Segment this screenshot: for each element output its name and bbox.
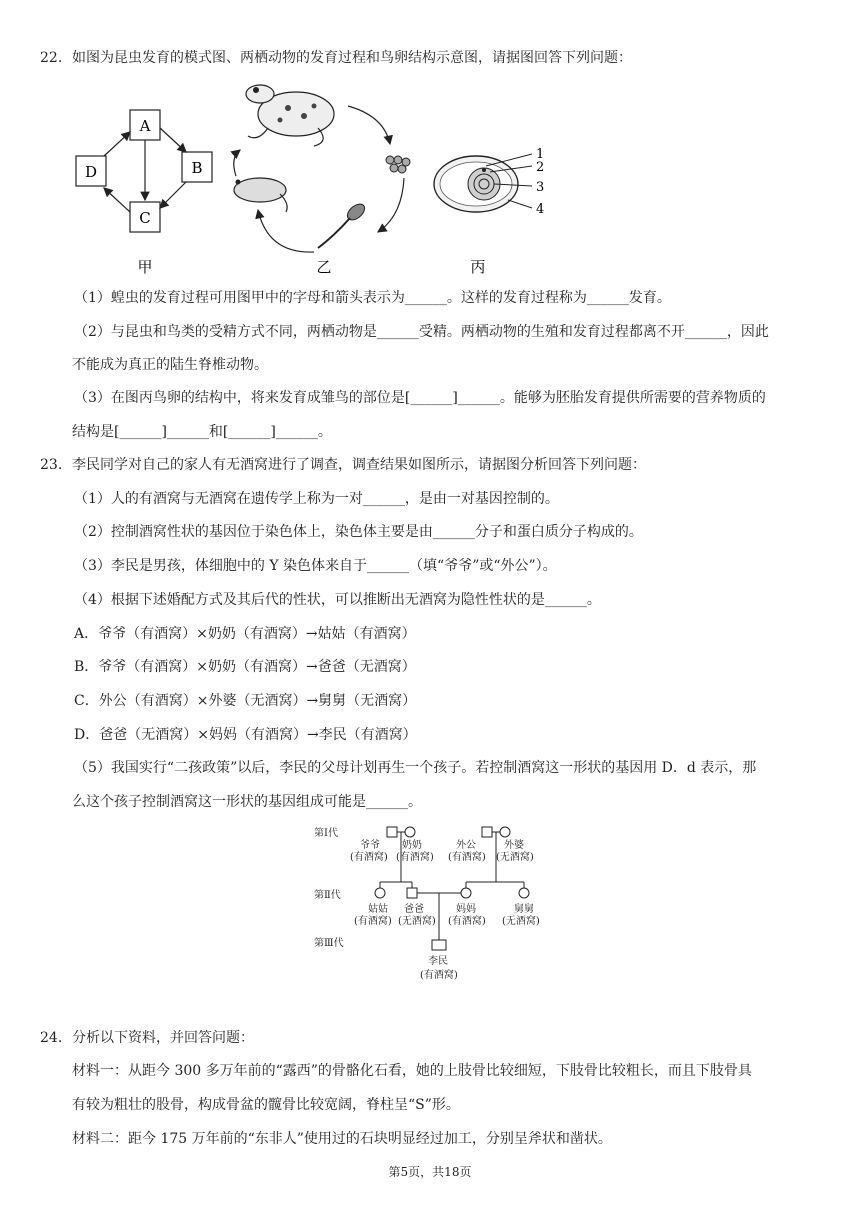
q23-stem	[40, 455, 646, 475]
q23-sub2: （2）控制酒窝性状的基因位于染色体上，染色体主要是由______分子和蛋白质分子构成的。	[74, 524, 643, 540]
jiujiu-name: 舅舅	[514, 904, 534, 915]
arrow-b-c	[160, 182, 186, 208]
gen1-label: 第Ⅰ代	[314, 828, 338, 839]
q23-stem-text: 李民同学对自己的家人有无酒窝进行了调查，调查结果如图所示，请据图分析回答下列问题：	[72, 457, 646, 473]
q24-material1-line2: 有较为粗壮的股骨，构成骨盆的髋骨比较宽阔，脊柱呈“S”形。	[72, 1097, 460, 1113]
q22-sub3-line1: （3）在图丙鸟卵的结构中，将来发育成雏鸟的部位是[______]______。能够为胚胎发育提供所需要的营养物质的	[74, 390, 766, 406]
node-c-label: C	[139, 209, 151, 227]
q22-number: 22.	[40, 50, 63, 66]
arrow-tadpole-to-young	[258, 210, 314, 252]
gugu-name: 姑姑	[368, 904, 388, 915]
waigong-name: 外公	[456, 840, 476, 851]
frog-eggs-icon	[386, 156, 410, 173]
page-footer: 第5页，共18页	[388, 1165, 472, 1179]
arrow-a-b	[160, 128, 186, 152]
nainai-name: 奶奶	[402, 840, 422, 851]
q23-number: 23.	[40, 457, 63, 473]
q22-sub2-line2: 不能成为真正的陆生脊椎动物。	[72, 357, 268, 373]
limin-trait: (有酒窝)	[420, 970, 458, 981]
q23-option-a: A．爷爷（有酒窝）×奶奶（有酒窝）→姑姑（有酒窝）	[74, 626, 416, 642]
q24-stem-text: 分析以下资料，并回答问题：	[72, 1030, 254, 1046]
yeye-symbol	[387, 827, 397, 837]
jiujiu-trait: (无酒窝)	[502, 916, 540, 927]
limin-name: 李民	[428, 956, 448, 967]
arrow-egg-to-tadpole	[378, 178, 404, 232]
waigong-trait: (有酒窝)	[448, 852, 486, 863]
waigong-symbol	[482, 827, 492, 837]
mama-trait: (有酒窝)	[448, 916, 486, 927]
q23-option-c: C．外公（有酒窝）×外婆（无酒窝）→舅舅（无酒窝）	[74, 693, 417, 709]
waipo-symbol	[500, 827, 510, 837]
tadpole-icon	[318, 201, 368, 248]
label-jia: 甲	[137, 258, 153, 276]
figure-yi-frog-cycle	[218, 76, 418, 280]
label-yi: 乙	[316, 258, 332, 276]
figure-jia-insect-diagram	[68, 100, 238, 280]
egg-label-2: 2	[536, 160, 545, 175]
germinal-disc	[482, 168, 486, 172]
q22-stem-text: 如图为昆虫发育的模式图、两栖动物的发育过程和鸟卵结构示意图，请据图回答下列问题：	[72, 50, 632, 66]
gen2-label: 第Ⅱ代	[314, 890, 341, 901]
q22-sub2-line1: （2）与昆虫和鸟类的受精方式不同，两栖动物是______受精。两栖动物的生殖和发育过程都离不开______，因此	[74, 324, 769, 340]
gen3-label: 第Ⅲ代	[314, 938, 344, 949]
baba-trait: (无酒窝)	[398, 916, 436, 927]
mama-symbol	[461, 888, 471, 898]
baba-symbol	[407, 888, 417, 898]
node-a-label: A	[139, 117, 151, 135]
q23-option-d: D．爸爸（无酒窝）×妈妈（有酒窝）→李民（有酒窝）	[74, 727, 417, 743]
q24-number: 24.	[40, 1030, 63, 1046]
egg-label-1: 1	[536, 147, 545, 162]
waipo-name: 外婆	[504, 840, 524, 851]
label-bing: 丙	[470, 258, 486, 276]
arrow-c-d	[104, 188, 130, 212]
q23-sub1: （1）人的有酒窝与无酒窝在遗传学上称为一对______，是由一对基因控制的。	[74, 491, 559, 507]
nainai-symbol	[405, 827, 415, 837]
arrow-d-a	[104, 132, 130, 156]
node-b-label: B	[191, 159, 203, 177]
q23-option-b: B．爷爷（有酒窝）×奶奶（有酒窝）→爸爸（无酒窝）	[74, 659, 416, 675]
jiujiu-symbol	[519, 888, 529, 898]
waipo-trait: (无酒窝)	[496, 852, 534, 863]
q22-stem	[40, 48, 632, 68]
young-frog-icon	[234, 178, 287, 212]
gugu-symbol	[375, 888, 385, 898]
yeye-trait: (有酒窝)	[350, 852, 388, 863]
limin-symbol	[432, 940, 446, 950]
q23-sub5-line2: 么这个孩子控制酒窝这一形状的基因组成可能是______。	[72, 794, 422, 810]
baba-name: 爸爸	[404, 904, 424, 915]
node-d-label: D	[84, 163, 98, 181]
arrow-young-to-adult	[234, 150, 240, 176]
q24-stem	[40, 1028, 254, 1048]
q24-material1-line1: 材料一：从距今 300 多万年前的“露西”的骨骼化石看，她的上肢骨比较细短，下肢骨比较粗长，而且下肢骨具	[72, 1063, 752, 1079]
egg-label-4: 4	[536, 202, 545, 217]
gugu-trait: (有酒窝)	[354, 916, 392, 927]
q23-sub5-line1: （5）我国实行“二孩政策”以后，李民的父母计划再生一个孩子。若控制酒窝这一形状的基因用 D．d 表示，那	[74, 760, 757, 776]
q22-sub1: （1）蝗虫的发育过程可用图甲中的字母和箭头表示为______。这样的发育过程称为______发育。	[74, 290, 671, 306]
q23-sub4: （4）根据下述婚配方式及其后代的性状，可以推断出无酒窝为隐性性状的是______。	[74, 592, 601, 608]
arrow-adult-to-egg	[348, 106, 390, 144]
figure-bing-bird-egg	[428, 140, 558, 280]
q24-material2: 材料二：距今 175 万年前的“东非人”使用过的石块明显经过加工，分别呈斧状和凿状。	[72, 1131, 612, 1147]
q22-sub3-line2: 结构是[______]______和[______]______。	[72, 424, 332, 440]
q23-sub3: （3）李民是男孩，体细胞中的 Y 染色体来自于______（填“爷爷”或“外公”）。	[74, 558, 557, 574]
egg-label-3: 3	[536, 180, 545, 195]
pedigree-chart	[312, 822, 552, 988]
nainai-trait: (有酒窝)	[396, 852, 434, 863]
yeye-name: 爷爷	[360, 840, 380, 851]
mama-name: 妈妈	[456, 904, 476, 915]
adult-frog-icon	[246, 85, 334, 146]
